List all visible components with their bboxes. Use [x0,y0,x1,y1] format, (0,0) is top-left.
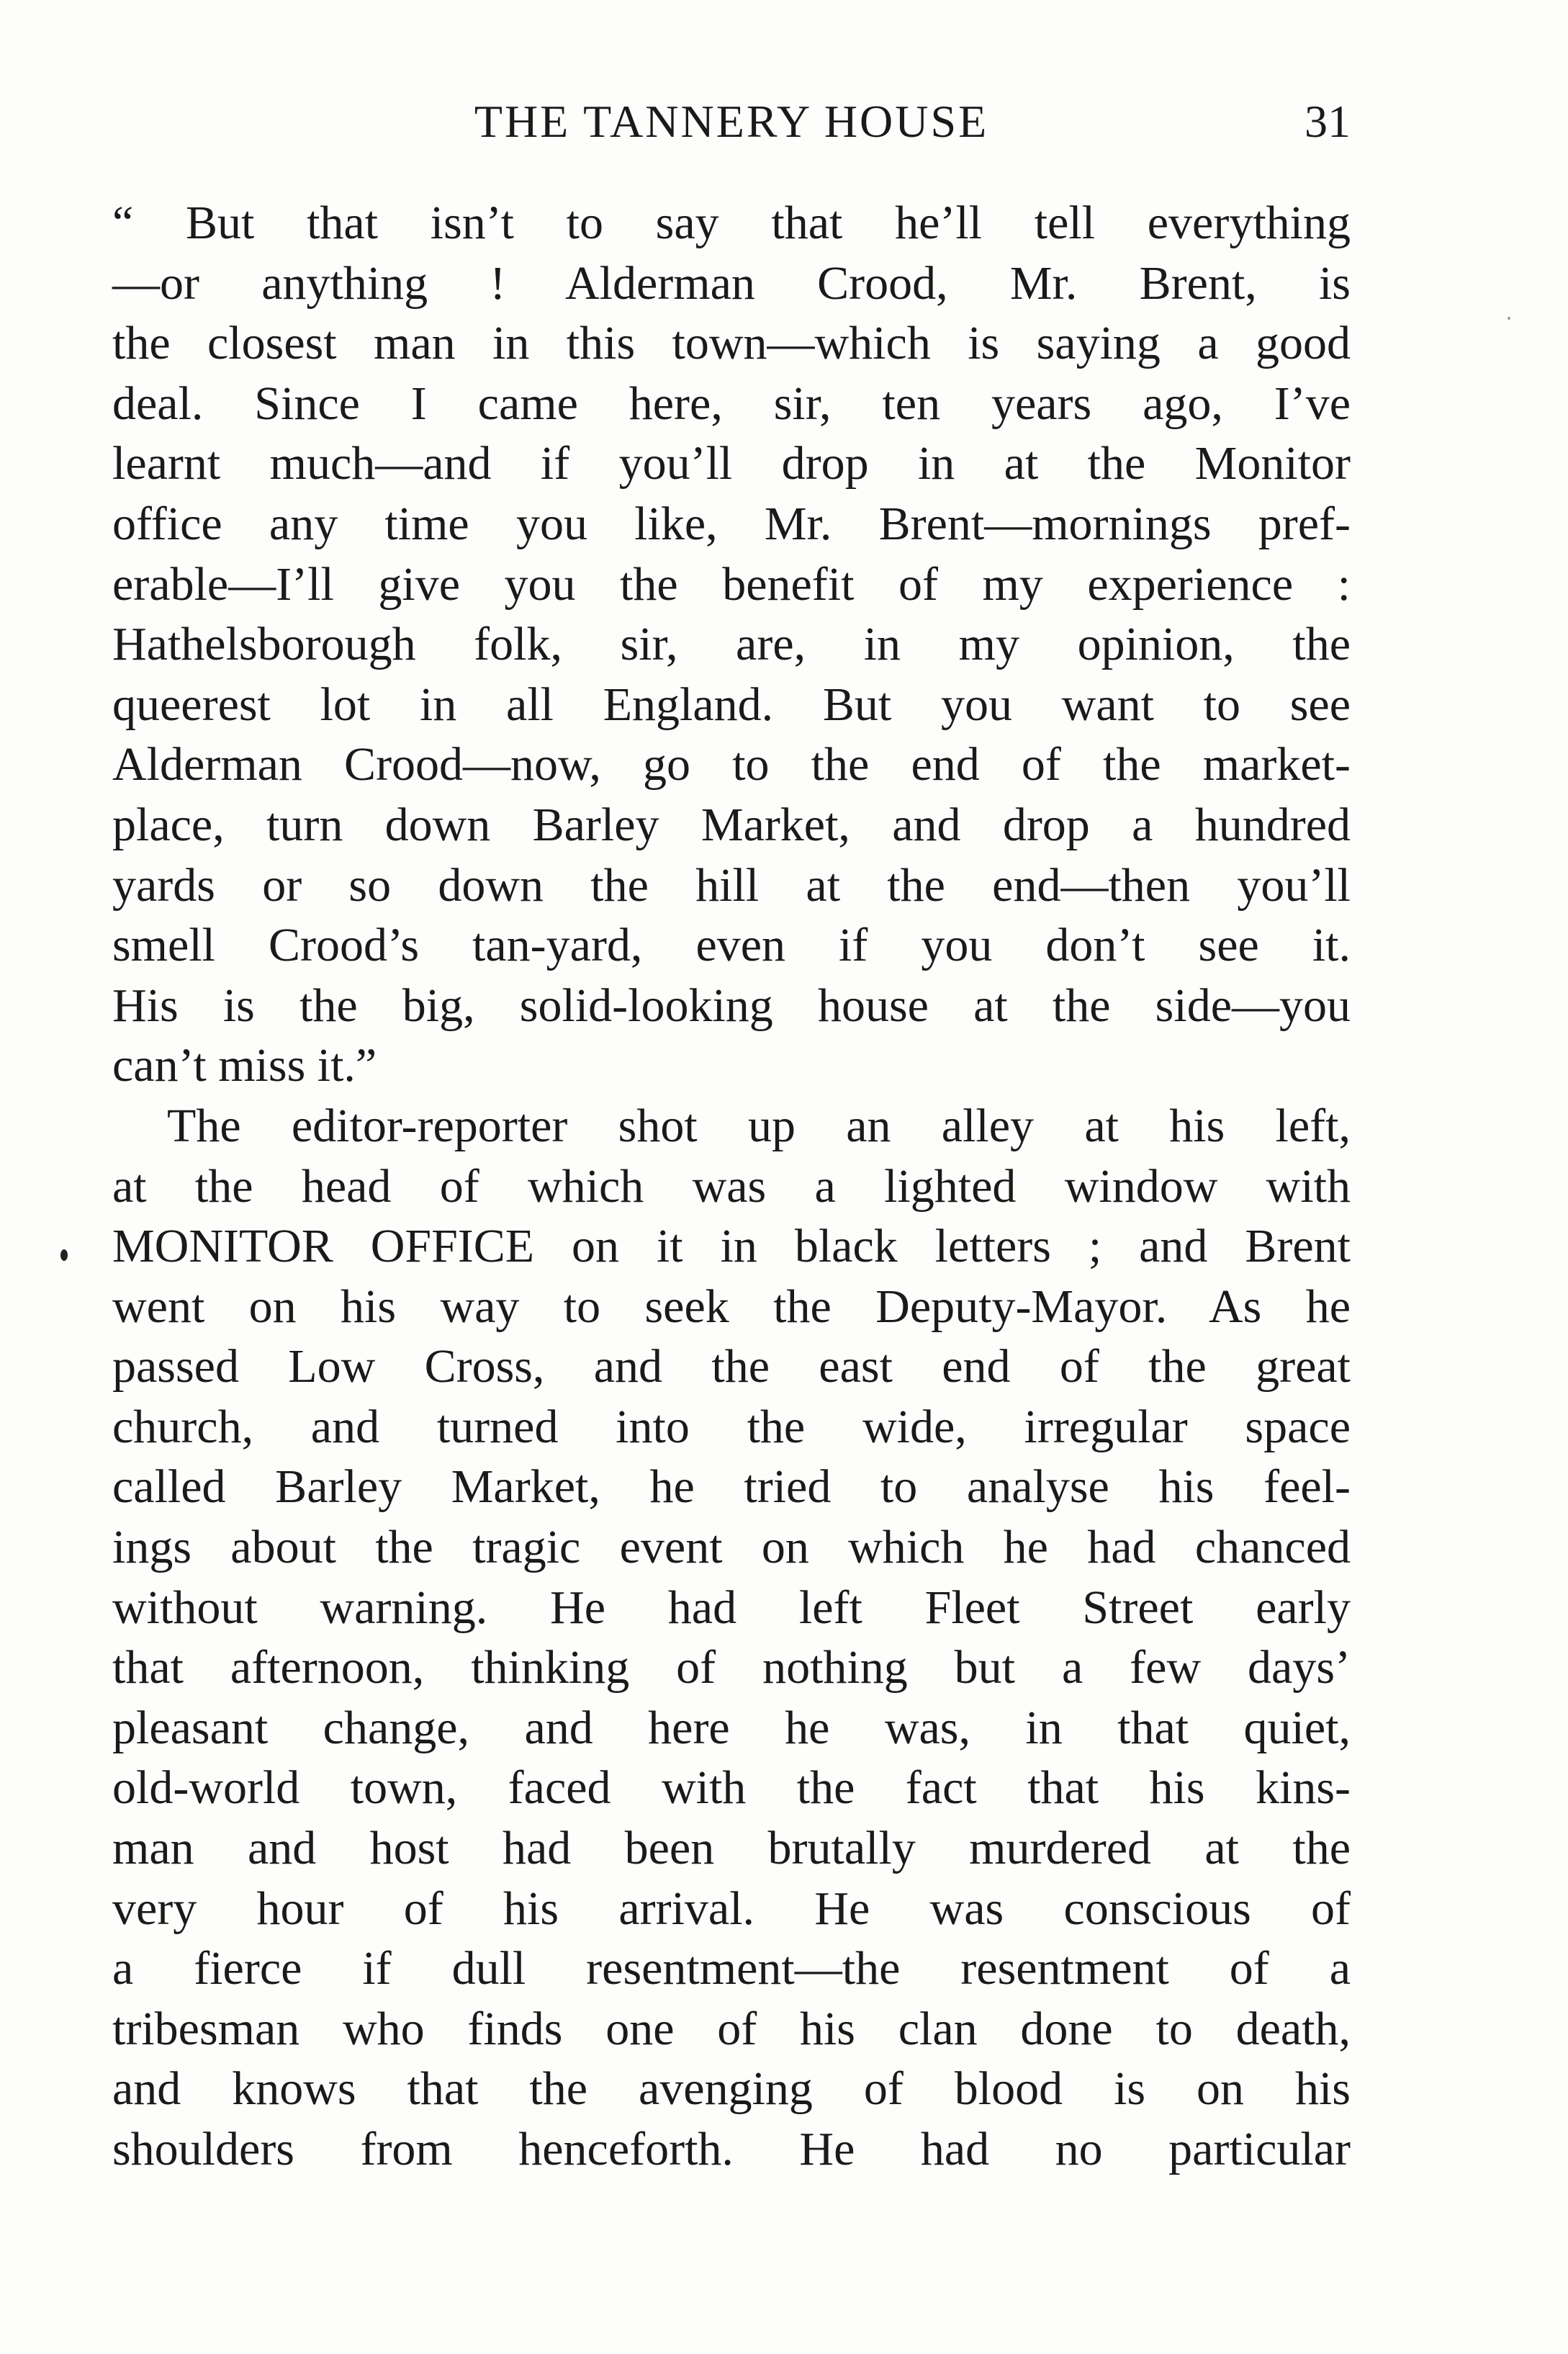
page-number: 31 [1305,96,1351,147]
text-line: The editor-reporter shot up an alley at his left, [167,1099,1351,1152]
text-line: man and host had been brutally murdered at the [112,1822,1351,1875]
text-line: old-world town, faced with the fact that his kins- [112,1761,1351,1815]
text-line: “ But that isn’t to say that he’ll tell everything [112,197,1351,249]
text-line: can’t miss it.” [112,1039,377,1092]
text-line: MONITOR OFFICE on it in black letters ; and Brent [112,1220,1351,1273]
text-line: and knows that the avenging of blood is on his [112,2062,1351,2116]
text-line: went on his way to seek the Deputy-Mayor. As he [112,1280,1351,1333]
text-line: erable—I’ll give you the benefit of my experience : [112,557,1351,611]
text-line: called Barley Market, he tried to analyse his feel- [112,1460,1351,1514]
text-line: passed Low Cross, and the east end of the great [112,1340,1351,1393]
text-line: without warning. He had left Fleet Street early [112,1581,1351,1634]
text-line: the closest man in this town—which is saying a good [112,317,1351,370]
text-line: at the head of which was a lighted window with [112,1159,1351,1213]
text-line: learnt much—and if you’ll drop in at the Monitor [112,437,1351,490]
text-line: Alderman Crood—now, go to the end of the market- [112,738,1351,791]
text-line: queerest lot in all England. But you want to see [112,678,1351,731]
text-line: tribesman who finds one of his clan done to death, [112,2002,1351,2055]
text-line: smell Crood’s tan-yard, even if you don’t see it. [112,919,1351,972]
text-line: that afternoon, thinking of nothing but a few days’ [112,1641,1351,1694]
text-line: Hathelsborough folk, sir, are, in my opinion, the [112,618,1351,671]
text-line: yards or so down the hill at the end—then you’ll [112,858,1351,912]
text-line: shoulders from henceforth. He had no particular [112,2123,1351,2175]
text-line: very hour of his arrival. He was conscious of [112,1882,1351,1935]
text-line: a fierce if dull resentment—the resentment of a [112,1942,1351,1995]
text-line: ings about the tragic event on which he had chanced [112,1521,1351,1574]
text-line: deal. Since I came here, sir, ten years ago, I’ve [112,377,1351,430]
text-line: pleasant change, and here he was, in that quiet, [112,1701,1351,1754]
running-title: THE TANNERY HOUSE [474,96,989,147]
stray-ink-speck [1508,317,1510,320]
text-line: —or anything ! Alderman Crood, Mr. Brent, is [112,256,1351,310]
text-line: His is the big, solid-looking house at the side—you [112,979,1351,1032]
text-line: place, turn down Barley Market, and drop a hundred [112,798,1351,851]
text-line: church, and turned into the wide, irregular space [112,1400,1351,1453]
margin-ink-spot [60,1249,68,1261]
running-head [112,89,1351,154]
text-line: office any time you like, Mr. Brent—mornings pref- [112,497,1351,550]
body-text [112,193,1351,2180]
